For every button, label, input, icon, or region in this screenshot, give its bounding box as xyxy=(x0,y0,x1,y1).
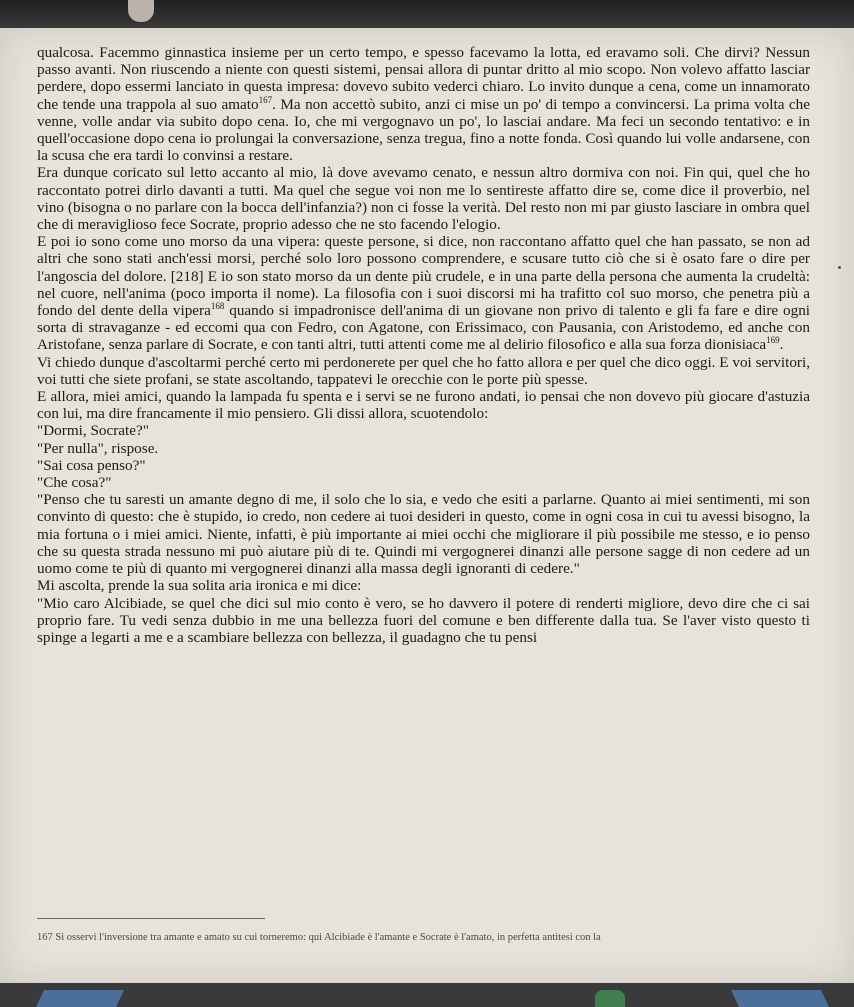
footnote-ref-169: 169 xyxy=(766,335,780,346)
dialogue-line-3: "Sai cosa penso?" xyxy=(37,456,146,474)
paragraph-6: "Penso che tu saresti un amante degno di me, il solo che lo sia, e vedo che esiti a parlarne. Quanto ai miei sentimenti, mi son convinto di questo: che è stupido, io credo, non cedere ai tuoi desideri in questo, come in ogni cosa in cui tu avessi bisogno, la mia fortuna o i miei amici. Niente, infatti, è più importante ai miei occhi che migliorare il più possibile me stesso, e io penso che su questa strada nessuno mi può aiutare più di te. Quindi mi vergognerei dinanzi alle persone sagge di non cedere ad un uomo come te più di quanto mi vergognerei dinanzi alla massa degli ignoranti di cedere." xyxy=(37,491,810,578)
paragraph-1 xyxy=(37,44,810,164)
bottom-object-right xyxy=(731,990,829,1007)
paragraph-3: E poi io sono come uno morso da una vipera: queste persone, si dice, non raccontano affatto quel che han passato, se non ad altri che sono stati anch'essi morsi, perché solo loro possono comprendere, e scusare tutto ciò che si è osato fare o dire per l'angoscia del dolore. [218] E io son stato morso da un dente più crudele, e in una parte della persona che aumenta la crudeltà: nel cuore, nell'anima (poco importa il nome). La filosofia con i suoi discorsi mi ha trafitto col suo morso, che penetra più a fondo del dente della vipera$^{168}$ quando si impadronisce dell'anima di un giovane non privo di talento e gli fa fare e dire ogni sorta di stravaganze - ed eccomi qua con Fedro, con Agatone, con Erissimaco, con Pausania, con Aristodemo, ed anche con Aristofane, senza parlare di Socrate, e con tanti altri, tutti attenti come me al delirio filosofico e alla sua forza dionisiaca$^{169}$. xyxy=(37,233,811,354)
paragraph-1-tail: . Ma non accettò subito, anzi ci mise un po' di tempo a convincersi. La prima volta che venne, volle andar via subito dopo cena. Io, che mi vergognavo un po', lo lasciai andare. Ma feci un secondo tentativo: e in quell'occasione dopo cena io prolungai la conversazione, senza tregua, fino a notte fonda. Così quando lui volle andarsene, con la scusa che era tardi lo convinsi a restare. xyxy=(37,95,810,165)
footnote-ref-168: 168 xyxy=(210,300,225,311)
paragraph-2: Era dunque coricato sul letto accanto al mio, là dove avevamo cenato, e nessun altro dormiva con noi. Fin qui, quel che ho raccontato potrei dirlo davanti a tutti. Ma quel che segue voi non me lo sentireste affatto dire se, come dice il proverbio, nel vino (bisogna o no parlare con la bocca dell'infanzia?) non ci fosse la verità. Del resto non mi par giusto lasciare in ombra quel che di meraviglioso fece Socrate, proprio adesso che ne sto facendo l'elogio. xyxy=(37,164,810,234)
dialogue-line-4: "Che cosa?" xyxy=(37,474,112,492)
margin-dot xyxy=(838,266,841,269)
book-page xyxy=(0,28,854,983)
footnote-167: 167 Si osservi l'inversione tra amante e amato su cui torneremo: qui Alcibiade è l'amante e Socrate è l'amato, in perfetta antitesi con la xyxy=(37,932,601,943)
footnote-rule xyxy=(37,918,265,919)
paragraph-8: "Mio caro Alcibiade, se quel che dici sul mio conto è vero, se ho davvero il potere di renderti migliore, devo dire che ci sai proprio fare. Tu vedi senza dubbio in me una bellezza fuori del comune e ben differente dalla tua. Se l'aver visto questo ti spinge a legarti a me e a scambiare bellezza con bellezza, il guadagno che tu pensi xyxy=(37,594,810,646)
paragraph-3-tail: quando si impadronisce dell'anima di un giovane non privo di talento e gli fa fare e dire ogni sorta di stravaganze - ed eccomi qua con Fedro, con Agatone, con Erissimaco, con Pausania, con Aristodemo, ed anche con Aristofane, senza parlare di Socrate, e con tanti altri, tutti attenti come me al delirio filosofico e alla sua forza dionisiaca xyxy=(37,302,811,354)
footnote-ref-167: 167 xyxy=(258,94,273,105)
finger-shadow xyxy=(128,0,154,22)
paragraph-7: Mi ascolta, prende la sua solita aria ironica e mi dice: xyxy=(37,577,362,595)
paragraph-4: Vi chiedo dunque d'ascoltarmi perché certo mi perdonerete per quel che ho fatto allora e per quel che dico oggi. E voi servitori, voi tutti che siete profani, se state ascoltando, tappatevi le orecchie con le porte più spesse. xyxy=(37,353,810,388)
page-text xyxy=(37,44,810,646)
dialogue-line-2: "Per nulla", rispose. xyxy=(37,439,159,457)
paragraph-3-text: E poi io sono come uno morso da una vipera: queste persone, si dice, non raccontano affatto quel che han passato, se non ad altri che sono stati anch'essi morsi, perché solo loro possono comprendere, e scusare tutto ciò che si è osato fare o dire per l'angoscia del dolore. [218] E io son stato morso da un dente più crudele, e in una parte della persona che aumenta la crudeltà: nel cuore, nell'anima (poco importa il nome). La filosofia con i suoi discorsi mi ha trafitto col suo morso, che penetra più a fondo del dente della vipera xyxy=(37,233,810,320)
photo-bottom-edge xyxy=(0,983,854,1007)
dialogue-line-1: "Dormi, Socrate?" xyxy=(37,422,149,440)
bottom-object-left xyxy=(36,990,124,1007)
paragraph-5: E allora, miei amici, quando la lampada fu spenta e i servi se ne furono andati, io pensai che non dovevo più giocare d'astuzia con lui, ma dire francamente il mio pensiero. Gli dissi allora, scuotendolo: xyxy=(37,388,810,423)
paragraph-1-text: qualcosa. Facemmo ginnastica insieme per un certo tempo, e spesso facevamo la lotta, ed eravamo soli. Che dirvi? Nessun passo avanti. Non riuscendo a niente con questi sistemi, pensai allora di puntar dritto al mio scopo. Non volevo affatto lasciar perdere, dopo essermi lanciato in questa impresa: dovevo subito vederci chiaro. Lo invito dunque a cena, come un innamorato che tende una trappola al suo amato xyxy=(37,44,810,113)
bottom-object-middle xyxy=(595,990,625,1007)
